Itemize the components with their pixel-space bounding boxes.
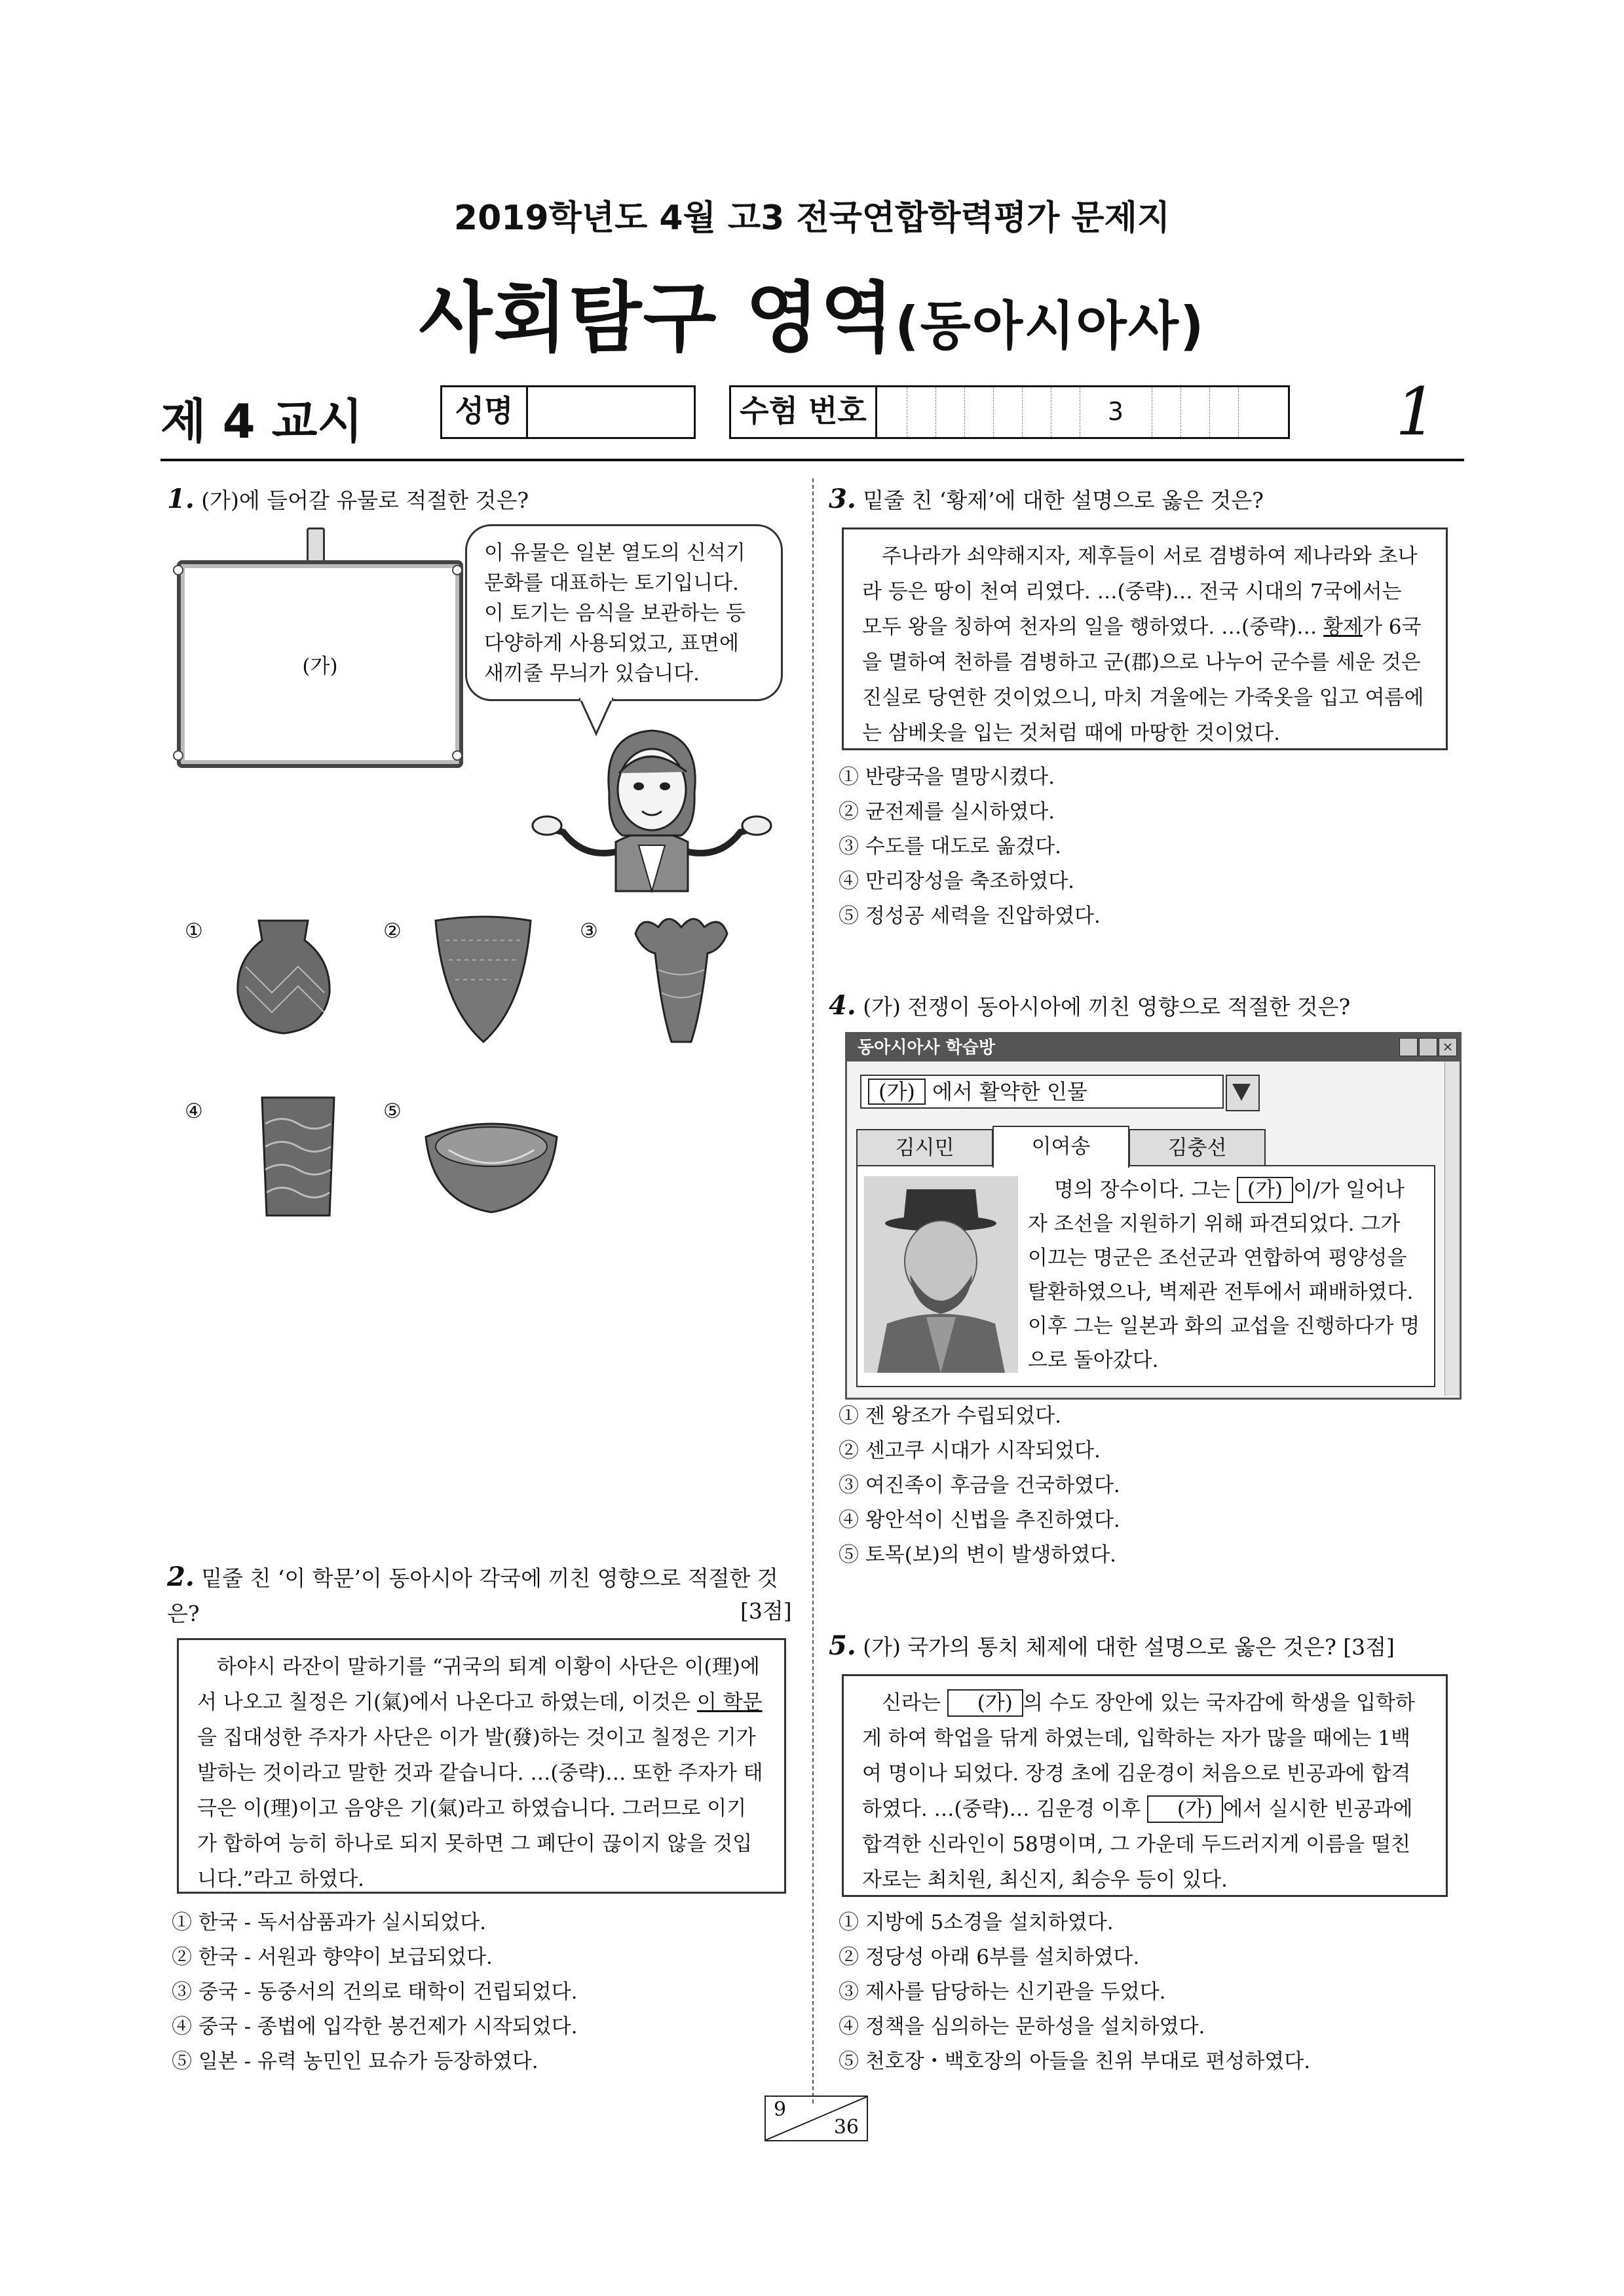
chevron-down-icon[interactable] xyxy=(1226,1075,1260,1111)
q5-option-5[interactable]: ⑤ 천호장・백호장의 아들을 친위 부대로 편성하였다. xyxy=(839,2050,1311,2073)
q5-options xyxy=(839,1905,1310,2079)
q1-speech-text: 이 유물은 일본 열도의 신석기 문화를 대표하는 토기입니다. 이 토기는 음식을 보관하는 등 다양하게 사용되었고, 표면에 새끼줄 무늬가 있습니다. xyxy=(484,541,746,685)
window-title: 동아시아사 학습방 xyxy=(858,1038,995,1058)
q3-option-2[interactable]: ② 균전제를 실시하였다. xyxy=(839,800,1055,824)
q5-option-2[interactable]: ② 정당성 아래 6부를 설치하였다. xyxy=(839,1945,1140,1969)
q1-text: (가)에 들어갈 유물로 적절한 것은? xyxy=(201,488,529,513)
q5-blank-2: (가) xyxy=(1147,1795,1223,1823)
teacher-illustration xyxy=(518,695,786,904)
page-counter xyxy=(765,2095,868,2141)
exam-cell xyxy=(878,387,907,437)
q2-option-3[interactable]: ③ 중국 - 동중서의 건의로 태학이 건립되었다. xyxy=(172,1980,578,2004)
q5-blank-1: (가) xyxy=(947,1689,1023,1717)
q4-option-2[interactable]: ② 센고쿠 시대가 시작되었다. xyxy=(839,1439,1101,1463)
exam-number-box[interactable] xyxy=(729,385,1290,439)
q1-speech-bubble xyxy=(465,524,783,701)
q5-passage xyxy=(842,1674,1448,1897)
q4-option-5[interactable]: ⑤ 토목(보)의 변이 발생하였다. xyxy=(839,1543,1117,1567)
q1-option-5[interactable]: ⑤ xyxy=(383,1100,402,1123)
q3-option-3[interactable]: ③ 수도를 대도로 옮겼다. xyxy=(839,835,1061,858)
q1-stem xyxy=(167,482,529,518)
exam-cell xyxy=(1238,387,1264,437)
header-rule xyxy=(161,459,1464,461)
exam-cell xyxy=(1209,387,1239,437)
q2-option-4[interactable]: ④ 중국 - 종법에 입각한 봉건제가 시작되었다. xyxy=(172,2015,578,2038)
q5-option-3[interactable]: ③ 제사를 담당하는 신기관을 두었다. xyxy=(839,1980,1166,2004)
q2-number: 2. xyxy=(167,1561,195,1592)
exam-title xyxy=(0,257,1624,366)
q3-passage-b: 가 6국을 멸하여 천하를 겸병하고 군(郡)으로 나누어 군수를 세운 것은 진실로 당연한 것이었으니, 마치 겨울에는 가죽옷을 입고 여름에는 삼베옷을 입는 것처럼 때에 마땅한 것이었다. xyxy=(862,615,1424,745)
q5-stem xyxy=(829,1628,1395,1665)
q5-passage-c: 에서 실시한 빈공과에 합격한 신라인이 58명이며, 그 가운데 두드러지게 이름을 떨친 자로는 최치원, 최신지, 최승우 등이 있다. xyxy=(862,1797,1413,1892)
current-page: 9 xyxy=(774,2098,787,2121)
exam-cell xyxy=(907,387,936,437)
exam-cell xyxy=(993,387,1023,437)
frame-knob xyxy=(173,750,183,761)
exam-subtitle: 2019학년도 4월 고3 전국연합학력평가 문제지 xyxy=(453,199,1171,238)
tab-kim-simin[interactable]: 김시민 xyxy=(856,1129,993,1166)
q3-option-4[interactable]: ④ 만리장성을 축조하였다. xyxy=(839,870,1075,893)
title-paren: (동아시아사) xyxy=(895,296,1205,356)
q4-options xyxy=(839,1399,1120,1573)
q5-option-1[interactable]: ① 지방에 5소경을 설치하였다. xyxy=(839,1911,1114,1934)
q4-option-1[interactable]: ① 젠 왕조가 수립되었다. xyxy=(839,1404,1061,1428)
frame-knob xyxy=(452,750,463,761)
exam-cell xyxy=(935,387,965,437)
topic-dropdown[interactable] xyxy=(860,1075,1224,1109)
exam-cell-digit: 3 xyxy=(1080,387,1152,437)
dropdown-blank: (가) xyxy=(868,1079,926,1105)
q4-number: 4. xyxy=(829,990,856,1021)
exam-number-label: 수험 번호 xyxy=(731,387,877,437)
q2-passage-a: 하야시 라잔이 말하기를 “귀국의 퇴계 이황이 사단은 이(理)에서 나오고 칠정은 기(氣)에서 나온다고 하였는데, 이것은 xyxy=(197,1655,760,1714)
q3-stem xyxy=(829,482,1264,518)
q4-text: (가) 전쟁이 동아시아에 끼친 영향으로 적절한 것은? xyxy=(863,994,1351,1020)
q5-option-4[interactable]: ④ 정책을 심의하는 문하성을 설치하였다. xyxy=(839,2015,1205,2038)
name-box[interactable] xyxy=(440,385,696,439)
q5-number: 5. xyxy=(829,1630,856,1661)
tab-content-panel xyxy=(856,1165,1435,1387)
general-portrait xyxy=(864,1176,1018,1373)
q1-option-2[interactable]: ② xyxy=(383,919,402,943)
page-number: 1 xyxy=(1395,373,1437,450)
exam-cell xyxy=(1051,387,1080,437)
q4-window xyxy=(845,1032,1462,1400)
bowl-pottery-icon xyxy=(423,1117,560,1215)
q2-points: [3점] xyxy=(740,1598,792,1624)
pottery-jar-icon xyxy=(233,914,334,1039)
q2-option-2[interactable]: ② 한국 - 서원과 향약이 보급되었다. xyxy=(172,1945,493,1969)
q5-text: (가) 국가의 통치 체제에 대한 설명으로 옳은 것은? [3점] xyxy=(863,1634,1395,1660)
comb-pattern-pottery-icon xyxy=(432,914,534,1045)
title-main: 사회탐구 영역 xyxy=(419,274,896,362)
q3-text: 밑줄 친 ‘황제’에 대한 설명으로 옳은 것은? xyxy=(863,488,1264,513)
frame-stand xyxy=(307,527,325,564)
period-label: 제 4 교시 xyxy=(161,394,363,449)
maximize-icon[interactable] xyxy=(1419,1038,1437,1056)
q1-number: 1. xyxy=(167,484,195,514)
q2-text: 밑줄 친 ‘이 학문’이 동아시아 각국에 끼친 영향으로 적절한 것은? xyxy=(167,1565,778,1626)
q2-passage-b: 을 집대성한 주자가 사단은 이가 발(發)하는 것이고 칠정은 기가 발하는 것이라고 말한 것과 같습니다. …(중략)… 또한 주자가 태극은 이(理)이고 음양은 기(氣)라고 하였습니다. 그러므로 이기가 합하여 능히 하나로 되지 못하면 그 폐단이 끊이지 않을 것입니다.”라고 하였다. xyxy=(197,1726,763,1891)
q1-frame-label: (가) xyxy=(302,655,338,678)
q2-passage xyxy=(177,1638,786,1894)
q3-underline: 황제 xyxy=(1323,615,1363,639)
exam-cell xyxy=(1152,387,1181,437)
frame-knob xyxy=(173,565,183,575)
tab-yi-yeosong[interactable]: 이여송 xyxy=(992,1126,1129,1168)
q1-option-4[interactable]: ④ xyxy=(185,1100,203,1123)
q2-option-1[interactable]: ① 한국 - 독서삼품과가 실시되었다. xyxy=(172,1911,487,1934)
q1-frame xyxy=(177,560,463,768)
total-pages: 36 xyxy=(833,2116,859,2139)
jomon-pottery-icon xyxy=(629,914,734,1045)
tab-content-text xyxy=(1028,1173,1424,1377)
q3-option-5[interactable]: ⑤ 정성공 세력을 진압하였다. xyxy=(839,904,1101,928)
tab-kim-chungseon[interactable]: 김충선 xyxy=(1129,1129,1266,1166)
q3-passage xyxy=(842,527,1448,750)
q4-option-3[interactable]: ③ 여진족이 후금을 건국하였다. xyxy=(839,1474,1120,1497)
q1-option-1[interactable]: ① xyxy=(185,919,203,943)
q5-passage-b: 의 수도 장안에 있는 국자감에 학생을 입학하게 하여 학업을 닦게 하였는데, 입학하는 자가 많을 때에는 1백여 명이나 되었다. 장경 초에 김운경이 처음으로 빈공과에 합격하였다. …(중략)… 김운경 이후 xyxy=(862,1691,1415,1821)
cylinder-pottery-icon xyxy=(252,1091,344,1222)
frame-knob xyxy=(452,565,463,575)
q3-number: 3. xyxy=(829,484,856,514)
q2-options xyxy=(172,1905,578,2079)
content-text-a: 명의 장수이다. 그는 xyxy=(1054,1178,1237,1202)
name-label: 성명 xyxy=(442,387,528,437)
exam-cell xyxy=(964,387,994,437)
close-icon[interactable]: × xyxy=(1439,1038,1457,1056)
q2-option-5[interactable]: ⑤ 일본 - 유력 농민인 묘슈가 등장하였다. xyxy=(172,2050,538,2073)
q4-option-4[interactable]: ④ 왕안석이 신법을 추진하였다. xyxy=(839,1508,1120,1532)
q3-options xyxy=(839,760,1101,934)
dropdown-text: 에서 활약한 인물 xyxy=(932,1079,1087,1104)
column-divider xyxy=(812,478,814,2103)
q3-option-1[interactable]: ① 반량국을 멸망시켰다. xyxy=(839,765,1055,789)
q4-stem xyxy=(829,988,1350,1025)
window-titlebar xyxy=(847,1034,1460,1062)
q3-passage-a: 주나라가 쇠약해지자, 제후들이 서로 겸병하여 제나라와 초나라 등은 땅이 천여 리였다. …(중략)… 전국 시대의 7국에서는 모두 왕을 칭하여 천자의 일을 행하였다. …(중략)… xyxy=(862,545,1418,639)
q5-passage-a: 신라는 xyxy=(882,1691,947,1715)
minimize-icon[interactable] xyxy=(1399,1038,1418,1056)
q1-option-3[interactable]: ③ xyxy=(580,919,598,943)
scrollbar[interactable] xyxy=(1445,1062,1460,1396)
q2-stem xyxy=(167,1559,796,1632)
content-text-b: 이/가 일어나자 조선을 지원하기 위해 파견되었다. 그가 이끄는 명군은 조선군과 연합하여 평양성을 탈환하였으나, 벽제관 전투에서 패배하였다. 이후 그는 일본과 화의 교섭을 진행하다가 명으로 돌아갔다. xyxy=(1028,1178,1420,1372)
q2-underline: 이 학문 xyxy=(696,1691,763,1714)
content-blank: (가) xyxy=(1237,1177,1293,1203)
exam-cell xyxy=(1022,387,1051,437)
exam-cell xyxy=(1180,387,1210,437)
